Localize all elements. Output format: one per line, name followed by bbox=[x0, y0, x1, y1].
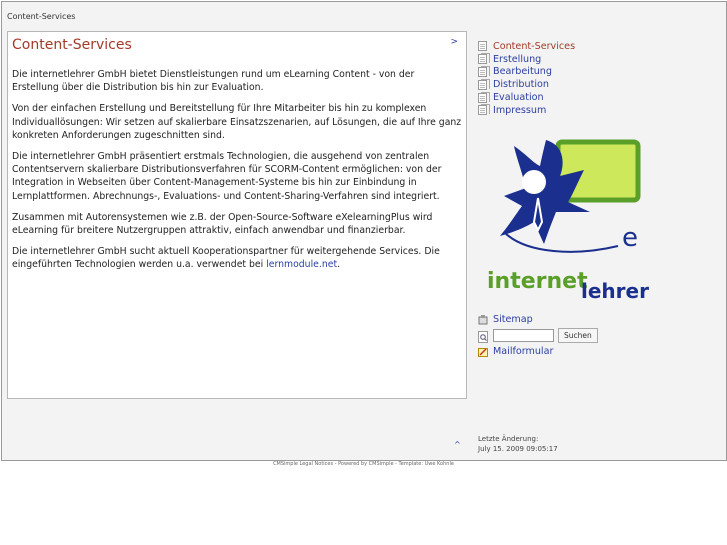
page-title: Content-Services bbox=[12, 37, 132, 53]
nav-item-label: Erstellung bbox=[493, 53, 542, 65]
sidebar-tools bbox=[478, 314, 718, 360]
nav-item-erstellung[interactable] bbox=[478, 53, 718, 66]
page-icon bbox=[478, 41, 487, 51]
search-icon bbox=[478, 331, 488, 341]
last-change-date: July 15. 2009 09:05:17 bbox=[478, 445, 558, 453]
back-to-top-link[interactable]: ^ bbox=[454, 440, 461, 449]
nav-item-label: Bearbeitung bbox=[493, 66, 552, 78]
nav-item-evaluation[interactable] bbox=[478, 91, 718, 104]
content-body bbox=[12, 68, 462, 280]
nav-item-distribution[interactable] bbox=[478, 78, 718, 91]
paragraph: Zusammen mit Autorensystemen wie z.B. der Open-Source-Software eXelearningPlus wird eLearning für breitere Nutzergruppen attraktiv, einfach anwendbar und finanzierbar. bbox=[12, 211, 433, 237]
pages-icon bbox=[478, 93, 487, 103]
paragraph: Die internetlehrer GmbH präsentiert erstmals Technologien, die ausgehend von zentralen Contentservern skalierbare Distributionsverfahren für SCORM-Content ermöglichen: von der Integration in Webseiten über Content-Management-Systeme bis hin zur Einbindung in Lernplattformen. Abrechnungs-, Evaluations- und Content-Sharing-Verfahren sind integriert. bbox=[12, 151, 442, 202]
sitemap-link[interactable] bbox=[478, 314, 718, 325]
internetlehrer-logo bbox=[486, 136, 661, 306]
nav-item-impressum[interactable] bbox=[478, 104, 718, 117]
logo-letter: e bbox=[622, 223, 638, 253]
search-button[interactable]: Suchen bbox=[558, 328, 598, 343]
pages-icon bbox=[478, 67, 487, 77]
logo-word-internet: internet bbox=[487, 269, 588, 294]
sidebar-nav bbox=[478, 40, 718, 117]
paragraph: Von der einfachen Erstellung und Bereitstellung für Ihre Mitarbeiter bis hin zu komplexen Individuallösungen: Wir setzen auf skalierbare Einsatzszenarien, auf Lösungen, die auf Ihre ganz konkreten Anforderungen zugeschnitten sind. bbox=[12, 103, 462, 141]
last-change bbox=[478, 434, 558, 454]
nav-item-label: Distribution bbox=[493, 79, 549, 91]
paragraph-text: Die internetlehrer GmbH sucht aktuell Kooperationspartner für weitergehende Services. Die eingeführten Technologien werden u.a. verwendet bei bbox=[12, 246, 440, 271]
logo-word-lehrer: lehrer bbox=[581, 279, 649, 303]
lernmodule-link[interactable]: lernmodule.net bbox=[266, 259, 338, 271]
last-change-label: Letzte Änderung: bbox=[478, 435, 539, 443]
paragraph-end: . bbox=[337, 259, 341, 271]
paragraph bbox=[12, 245, 462, 271]
next-page-link[interactable]: > bbox=[450, 37, 458, 47]
mail-pencil-icon bbox=[478, 347, 488, 357]
nav-item-label: Content-Services bbox=[493, 40, 576, 52]
nav-item-label: Evaluation bbox=[493, 92, 544, 104]
sitemap-icon bbox=[478, 315, 488, 325]
mailformular-link[interactable] bbox=[478, 346, 718, 357]
breadcrumb: Content-Services bbox=[7, 12, 76, 21]
paragraph: Die internetlehrer GmbH bietet Dienstleistungen rund um eLearning Content - von der Erstellung über die Distribution bis hin zur Evaluation. bbox=[12, 69, 415, 94]
search-input[interactable] bbox=[493, 329, 554, 342]
sitemap-label: Sitemap bbox=[493, 314, 533, 325]
footer-text: CMSimple Legal Notices - Powered by CMSimple - Template: Uwe Kohnle bbox=[273, 461, 454, 467]
mailformular-label: Mailformular bbox=[493, 346, 554, 357]
nav-item-bearbeitung[interactable] bbox=[478, 66, 718, 79]
pages-icon bbox=[478, 105, 487, 115]
pages-icon bbox=[478, 54, 487, 64]
nav-item-label: Impressum bbox=[493, 104, 547, 116]
pages-icon bbox=[478, 80, 487, 90]
content-panel bbox=[7, 31, 467, 399]
nav-item-content-services[interactable] bbox=[478, 40, 718, 53]
search-form bbox=[478, 328, 718, 343]
